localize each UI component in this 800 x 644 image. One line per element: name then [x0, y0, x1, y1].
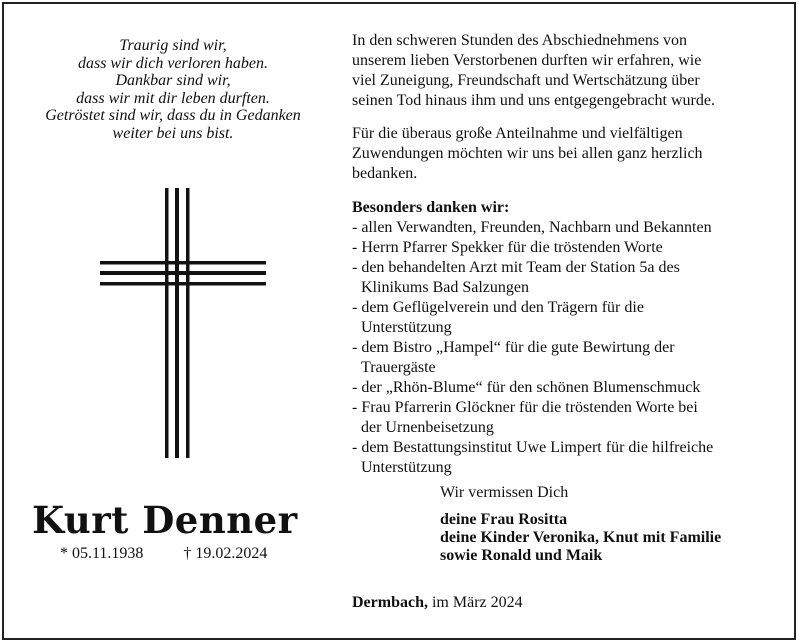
thanks-item-continued: Klinikums Bad Salzungen — [361, 279, 529, 296]
life-dates — [60, 545, 267, 563]
birth-date: * 05.11.1938 — [60, 545, 144, 562]
thanks-item: - Herrn Pfarrer Spekker für die tröstenden Worte — [352, 239, 663, 256]
thanks-list — [352, 198, 772, 478]
text-line: In den schweren Stunden des Abschiednehmens von — [352, 32, 688, 49]
closing-intro: Wir vermissen Dich — [440, 484, 569, 501]
death-date: † 19.02.2024 — [183, 545, 268, 562]
closing-block — [440, 484, 721, 565]
thanks-item: - dem Geflügelverein und den Trägern für die — [352, 299, 644, 316]
thanks-item: - Frau Pfarrerin Glöckner für die tröstenden Worte bei — [352, 399, 698, 416]
place-city: Dermbach, — [352, 594, 428, 611]
text-line: Zuwendungen möchten wir uns bei allen ganz herzlich — [352, 145, 703, 162]
thanks-item: - allen Verwandten, Freunden, Nachbarn und Bekannten — [352, 219, 712, 236]
thanks-item: - der „Rhön-Blume“ für den schönen Blumenschmuck — [352, 379, 701, 396]
family-line: sowie Ronald und Maik — [440, 547, 603, 564]
cross-icon — [100, 188, 266, 458]
thanks-item-continued: Unterstützung — [361, 459, 452, 476]
poem — [18, 37, 328, 142]
deceased-name: Kurt Denner — [32, 498, 298, 542]
family-line: deine Kinder Veronika, Knut mit Familie — [440, 529, 722, 546]
thanks-heading: Besonders danken wir: — [352, 199, 510, 216]
poem-line: dass wir mit dir leben durften. — [76, 89, 270, 107]
thanks-item: - dem Bestattungsinstitut Uwe Limpert für die hilfreiche — [352, 439, 714, 456]
text-line: bedanken. — [352, 165, 418, 182]
thanks-item-continued: der Urnenbeisetzung — [361, 419, 494, 436]
poem-line: weiter bei uns bist. — [112, 124, 234, 142]
text-line: seinen Tod hinaus ihm und uns entgegengebracht wurde. — [352, 92, 715, 109]
poem-line: Dankbar sind wir, — [115, 72, 231, 89]
thanks-item: - den behandelten Arzt mit Team der Station 5a des — [352, 259, 680, 276]
paragraph-farewell — [352, 31, 772, 111]
family-line: deine Frau Rositta — [440, 511, 568, 528]
paragraph-gratitude — [352, 124, 772, 184]
text-line: viel Zuneigung, Freundschaft und Wertschätzung über — [352, 72, 700, 89]
thanks-item-continued: Trauergäste — [361, 359, 436, 376]
poem-line: Traurig sind wir, — [119, 37, 227, 54]
text-line: unserem lieben Verstorbenen durften wir erfahren, wie — [352, 52, 702, 69]
place-date — [352, 594, 523, 612]
text-line: Für die überaus große Anteilnahme und vielfältigen — [352, 125, 683, 142]
place-month: im März 2024 — [431, 594, 523, 611]
thanks-item: - dem Bistro „Hampel“ für die gute Bewirtung der — [352, 339, 675, 356]
poem-line: Getröstet sind wir, dass du in Gedanken — [45, 107, 301, 124]
thanks-item-continued: Unterstützung — [361, 319, 452, 336]
poem-line: dass wir dich verloren haben. — [77, 54, 269, 72]
